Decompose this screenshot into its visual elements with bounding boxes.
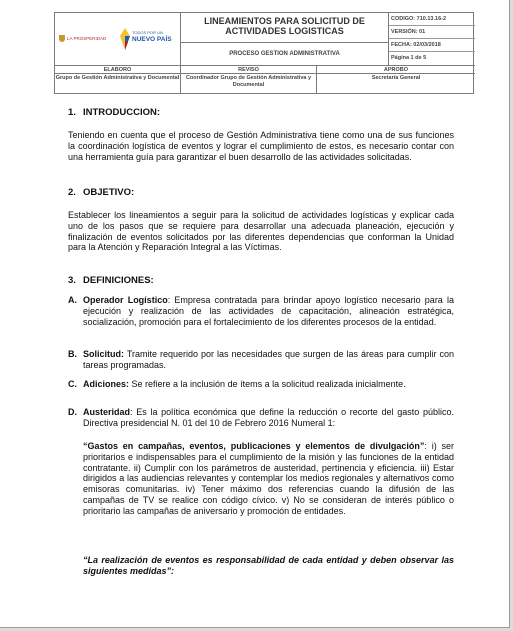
objective-heading bbox=[68, 188, 134, 199]
reviso-value: Coordinador Grupo de Gestión Administrativa y Documental bbox=[181, 74, 317, 94]
definition-letter: C. bbox=[68, 379, 77, 389]
definition-term: Adiciones: bbox=[83, 379, 130, 389]
document-title: LINEAMIENTOS PARA SOLICITUD DE ACTIVIDADES LOGISTICAS bbox=[181, 13, 389, 43]
quote-text: : i) ser prioritarios e indispensables para el cumplimiento de la misión y las funciones de la entidad contratante. ii) Cumplir con los parámetros de austeridad, pertinencia y eficiencia. iii) Estar dirigidos a las audiencias relevantes y contemplar los medios regionales y alternativos como emisoras comunitarias. iv) Tener máximo dos referencias cuando la difusión de las campañas de TV se realice con código cívico. v) No se consideran de interés público o prioritario las campañas de aniversario y promoción de entidades. bbox=[83, 441, 454, 516]
definitions-heading bbox=[68, 276, 154, 287]
objective-paragraph: Establecer los lineamientos a seguir para la solicitud de actividades logísticas y explicar cada uno de los pasos que se requiere para desarrollar una adecuada planeación, ejecución y finalización de eventos solicitados por las diferentes dependencias que conforman la Unidad para la Atención y Reparación Integral a las Víctimas. bbox=[68, 210, 454, 253]
quote-title: “Gastos en campañas, eventos, publicaciones y elementos de divulgación” bbox=[83, 441, 425, 451]
nuevo-pais-logo bbox=[119, 26, 177, 52]
definition-term: Solicitud: bbox=[83, 349, 124, 359]
definitions-number: 3. bbox=[68, 275, 76, 286]
definitions-title: DEFINICIONES: bbox=[83, 275, 154, 286]
objective-title: OBJETIVO: bbox=[83, 187, 135, 198]
definition-text bbox=[83, 379, 454, 390]
document-date: FECHA: 02/03/2018 bbox=[389, 39, 475, 52]
colombia-flag-icon bbox=[119, 26, 131, 52]
directive-quote bbox=[83, 441, 454, 517]
definition-description: Tramite requerido por las necesidades que surgen de las áreas para cumplir con tareas programadas. bbox=[83, 349, 454, 370]
logo-area bbox=[55, 13, 181, 66]
definition-description: Se refiere a la inclusión de ítems a la solicitud realizada inicialmente. bbox=[129, 379, 406, 389]
aprobo-value: Secretaría General bbox=[371, 75, 421, 81]
definition-letter: D. bbox=[68, 407, 77, 417]
definition-text bbox=[83, 349, 454, 371]
objective-number: 2. bbox=[68, 187, 76, 198]
intro-paragraph: Teniendo en cuenta que el proceso de Gestión Administrativa tiene como una de sus funciones la coordinación logística de eventos y lograr el cumplimiento de estos, es necesario contar con una herramienta guía para garantizar el buen desarrollo de las actividades solicitadas. bbox=[68, 130, 454, 162]
government-logo-text: LA PROSPERIDAD bbox=[67, 36, 107, 41]
aprobo-heading: APROBO bbox=[317, 66, 475, 74]
definition-term: Operador Logístico bbox=[83, 295, 168, 305]
document-metadata bbox=[389, 13, 475, 66]
government-logo bbox=[59, 33, 115, 45]
definition-letter: A. bbox=[68, 295, 77, 305]
definition-description: : Es la política económica que define la reducción o recorte del gasto público. Directiva presidencial N. 01 del 10 de Febrero 2016 Numeral 1: bbox=[83, 407, 454, 428]
definition-term: Austeridad bbox=[83, 407, 131, 417]
final-quote: “La realización de eventos es responsabilidad de cada entidad y deben observar las siguientes medidas”: bbox=[83, 555, 454, 576]
document-header bbox=[54, 12, 474, 94]
document-version: VERSIÓN: 01 bbox=[389, 26, 475, 39]
intro-number: 1. bbox=[68, 107, 76, 118]
elaboro-heading: ELABORO bbox=[55, 66, 181, 74]
definition-text bbox=[83, 407, 454, 429]
reviso-heading: REVISO bbox=[181, 66, 317, 74]
intro-title: INTRODUCCION: bbox=[83, 107, 161, 118]
coat-of-arms-icon bbox=[59, 35, 65, 42]
definition-text bbox=[83, 295, 454, 327]
definition-description: : Empresa contratada para brindar apoyo logístico necesario para la ejecución y realización de las actividades de capacitación, alineación estratégica, socialización, promoción para el fortalecimiento de los diferentes procesos de la entidad. bbox=[83, 295, 455, 327]
page-number: Página 1 de 5 bbox=[391, 55, 427, 61]
logo-line-2: NUEVO PAÍS bbox=[132, 36, 172, 43]
logo-line-1: TODOS POR UN bbox=[132, 30, 163, 35]
elaboro-value: Grupo de Gestión Administrativa y Documental bbox=[55, 74, 181, 94]
process-name: PROCESO GESTION ADMINISTRATIVA bbox=[181, 43, 389, 66]
document-code: CODIGO: 710.13.16-2 bbox=[389, 13, 475, 26]
intro-heading bbox=[68, 108, 160, 119]
definition-letter: B. bbox=[68, 349, 77, 359]
